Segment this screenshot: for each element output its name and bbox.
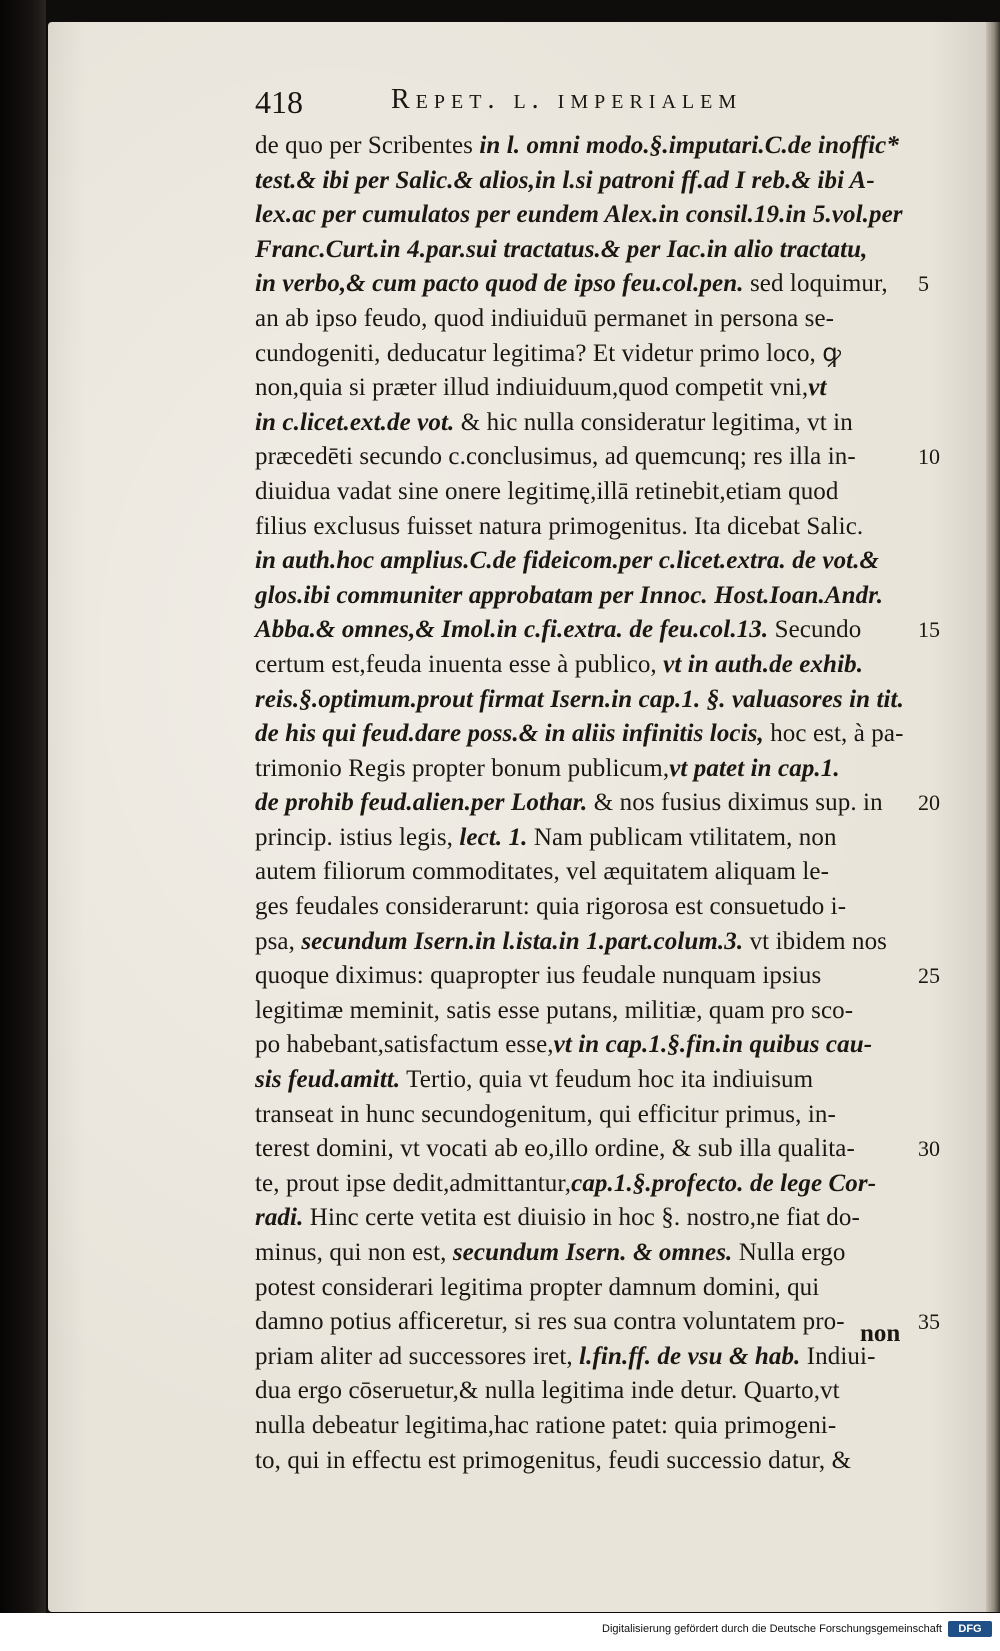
- body-text-segment: trimonio Regis propter bonum publicum,: [255, 754, 670, 782]
- text-line: [255, 337, 915, 372]
- text-line: [255, 855, 915, 890]
- citation-text: lex.ac per cumulatos per eundem Alex.in consil.19.in 5.vol.per: [255, 201, 903, 229]
- body-text-segment: hoc est, à pa-: [763, 720, 904, 748]
- text-line: [255, 371, 915, 406]
- text-line: [255, 406, 915, 441]
- body-text-segment: Nam publicam vtilitatem, non: [527, 823, 837, 851]
- page-edge: [986, 22, 1000, 1612]
- citation-text: in c.licet.ext.de vot.: [255, 408, 455, 436]
- text-line: [255, 1167, 915, 1202]
- body-text-segment: legitimæ meminit, satis esse putans, militiæ, quam pro sco-: [255, 996, 854, 1024]
- text-line: [255, 1409, 915, 1444]
- margin-line-number: 10: [918, 444, 940, 470]
- text-line: [255, 1444, 915, 1479]
- text-line: [255, 302, 915, 337]
- citation-text: glos.ibi communiter approbatam per Innoc. Host.Ioan.Andr.: [255, 581, 884, 609]
- text-line: [255, 233, 915, 268]
- margin-line-number: 30: [918, 1136, 940, 1162]
- citation-text: l.fin.ff. de vsu & hab.: [579, 1342, 801, 1370]
- body-text-segment: præcedēti secundo c.conclusimus, ad quemcunq; res illa in-: [255, 443, 856, 471]
- digitization-footer: [0, 1613, 1000, 1651]
- citation-text: lect. 1.: [459, 823, 528, 851]
- text-line: [255, 1201, 915, 1236]
- page-header: [255, 84, 905, 124]
- text-line: [255, 683, 915, 718]
- text-line: [255, 475, 915, 510]
- body-text-segment: transeat in hunc secundogenitum, qui efficitur primus, in-: [255, 1100, 836, 1128]
- text-line: [255, 440, 915, 475]
- body-text-segment: quoque diximus: quapropter ius feudale nunquam ipsius: [255, 962, 822, 990]
- body-text-segment: dua ergo cōseruetur,& nulla legitima inde detur. Quarto,vt: [255, 1377, 840, 1405]
- citation-text: cap.1.§.profecto. de lege Cor-: [571, 1169, 877, 1197]
- text-line: [255, 1028, 915, 1063]
- citation-text: vt in cap.1.§.fin.in quibus cau-: [553, 1031, 873, 1059]
- body-text-segment: potest considerari legitima propter damnum domini, qui: [255, 1273, 820, 1301]
- text-line: [255, 267, 915, 302]
- text-line: [255, 959, 915, 994]
- page-number: 418: [255, 84, 303, 120]
- body-text-segment: non,quia si præter illud indiuiduum,quod competit vni,: [255, 374, 809, 402]
- margin-line-number: 15: [918, 617, 940, 643]
- body-text-segment: psa,: [255, 927, 302, 955]
- text-line: [255, 1374, 915, 1409]
- text-line: [255, 544, 915, 579]
- text-line: [255, 613, 915, 648]
- text-line: [255, 1132, 915, 1167]
- body-text: [255, 129, 915, 1478]
- text-line: [255, 1340, 915, 1375]
- body-text-segment: autem filiorum commoditates, vel æquitatem aliquam le-: [255, 858, 830, 886]
- scan-background-left: [0, 0, 46, 1651]
- body-text-segment: an ab ipso feudo, quod indiuiduū permanet in persona se-: [255, 304, 835, 332]
- citation-text: reis.§.optimum.prout firmat Isern.in cap.1. §. valuasores in tit.: [255, 685, 904, 713]
- text-line: [255, 821, 915, 856]
- citation-text: radi.: [255, 1204, 304, 1232]
- body-text-segment: vt ibidem nos: [743, 927, 887, 955]
- citation-text: in verbo,& cum pacto quod de ipso feu.col.pen.: [255, 270, 744, 298]
- body-text-segment: Nulla ergo: [732, 1239, 846, 1266]
- body-text-segment: ges feudales considerarunt: quia rigorosa est consuetudo i-: [255, 893, 847, 921]
- text-line: [255, 648, 915, 683]
- dfg-logo: DFG: [948, 1621, 992, 1637]
- text-line: [255, 994, 915, 1029]
- text-line: [255, 1236, 915, 1271]
- citation-text: sis feud.amitt.: [255, 1066, 401, 1094]
- text-line: [255, 925, 915, 960]
- body-text-segment: cundogeniti, deducatur legitima? Et videtur primo loco, ꝙ: [255, 339, 842, 367]
- body-text-segment: filius exclusus fuisset natura primogenitus. Ita dicebat Salic.: [255, 512, 864, 540]
- text-line: [255, 1305, 915, 1340]
- body-text-segment: minus, qui non est,: [255, 1239, 453, 1266]
- text-line: [255, 752, 915, 787]
- citation-text: Franc.Curt.in 4.par.sui tractatus.& per Iac.in alio tractatu,: [255, 235, 868, 263]
- text-line: [255, 786, 915, 821]
- body-text-segment: po habebant,satisfactum esse,: [255, 1031, 554, 1059]
- text-line: [255, 579, 915, 614]
- text-line: [255, 717, 915, 752]
- catchword: non: [860, 1320, 901, 1347]
- body-text-segment: Hinc certe vetita est diuisio in hoc §. nostro,ne fiat do-: [303, 1204, 860, 1232]
- body-text-segment: diuidua vadat sine onere legitimę,illā retinebit,etiam quod: [255, 477, 839, 505]
- body-text-segment: & hic nulla consideratur legitima, vt in: [454, 408, 853, 436]
- text-line: [255, 129, 915, 164]
- citation-text: vt: [808, 374, 827, 402]
- text-line: [255, 1271, 915, 1306]
- citation-text: in l. omni modo.§.imputari.C.de inoffic*: [479, 132, 899, 159]
- body-text-segment: Tertio, quia vt feudum hoc ita indiuisum: [400, 1066, 814, 1094]
- body-text-segment: terest domini, vt vocati ab eo,illo ordine, & sub illa qualita-: [255, 1135, 855, 1163]
- text-line: [255, 1063, 915, 1098]
- body-text-segment: nulla debeatur legitima,hac ratione patet: quia primogeni-: [255, 1411, 837, 1439]
- text-line: [255, 1098, 915, 1133]
- citation-text: de his qui feud.dare poss.& in aliis infinitis locis,: [255, 720, 764, 748]
- margin-line-number: 20: [918, 790, 940, 816]
- citation-text: de prohib feud.alien.per Lothar.: [255, 789, 588, 817]
- body-text-segment: priam aliter ad successores iret,: [255, 1342, 580, 1370]
- text-line: [255, 510, 915, 545]
- margin-line-number: 5: [918, 271, 929, 297]
- running-title: Repet. l. imperialem: [391, 84, 743, 115]
- body-text-segment: sed loquimur,: [743, 270, 888, 298]
- citation-text: test.& ibi per Salic.& alios,in l.si patroni ff.ad I reb.& ibi A-: [255, 166, 875, 194]
- body-text-segment: Indiui-: [800, 1342, 876, 1370]
- body-text-segment: princip. istius legis,: [255, 823, 460, 851]
- margin-line-number: 35: [918, 1309, 940, 1335]
- body-text-segment: to, qui in effectu est primogenitus, feudi successio datur, &: [255, 1446, 852, 1474]
- text-line: [255, 890, 915, 925]
- text-line: [255, 198, 915, 233]
- citation-text: vt patet in cap.1.: [669, 754, 840, 782]
- body-text-segment: damno potius afficeretur, si res sua contra voluntatem pro-: [255, 1308, 845, 1336]
- footer-credit: Digitalisierung gefördert durch die Deutsche Forschungsgemeinschaft: [602, 1623, 942, 1635]
- body-text-segment: & nos fusius diximus sup. in: [587, 789, 883, 817]
- citation-text: vt in auth.de exhib.: [663, 650, 864, 678]
- body-text-segment: Secundo: [768, 616, 862, 644]
- citation-text: secundum Isern.in l.ista.in 1.part.colum.3.: [301, 927, 744, 955]
- text-line: [255, 164, 915, 199]
- body-text-segment: certum est,feuda inuenta esse à publico,: [255, 650, 664, 678]
- body-text-segment: de quo per Scribentes: [255, 132, 480, 159]
- citation-text: Abba.& omnes,& Imol.in c.fi.extra. de feu.col.13.: [255, 616, 769, 644]
- citation-text: in auth.hoc amplius.C.de fideicom.per c.licet.extra. de vot.&: [255, 547, 880, 575]
- citation-text: secundum Isern. & omnes.: [452, 1239, 733, 1266]
- body-text-segment: te, prout ipse dedit,admittantur,: [255, 1169, 572, 1197]
- margin-line-number: 25: [918, 963, 940, 989]
